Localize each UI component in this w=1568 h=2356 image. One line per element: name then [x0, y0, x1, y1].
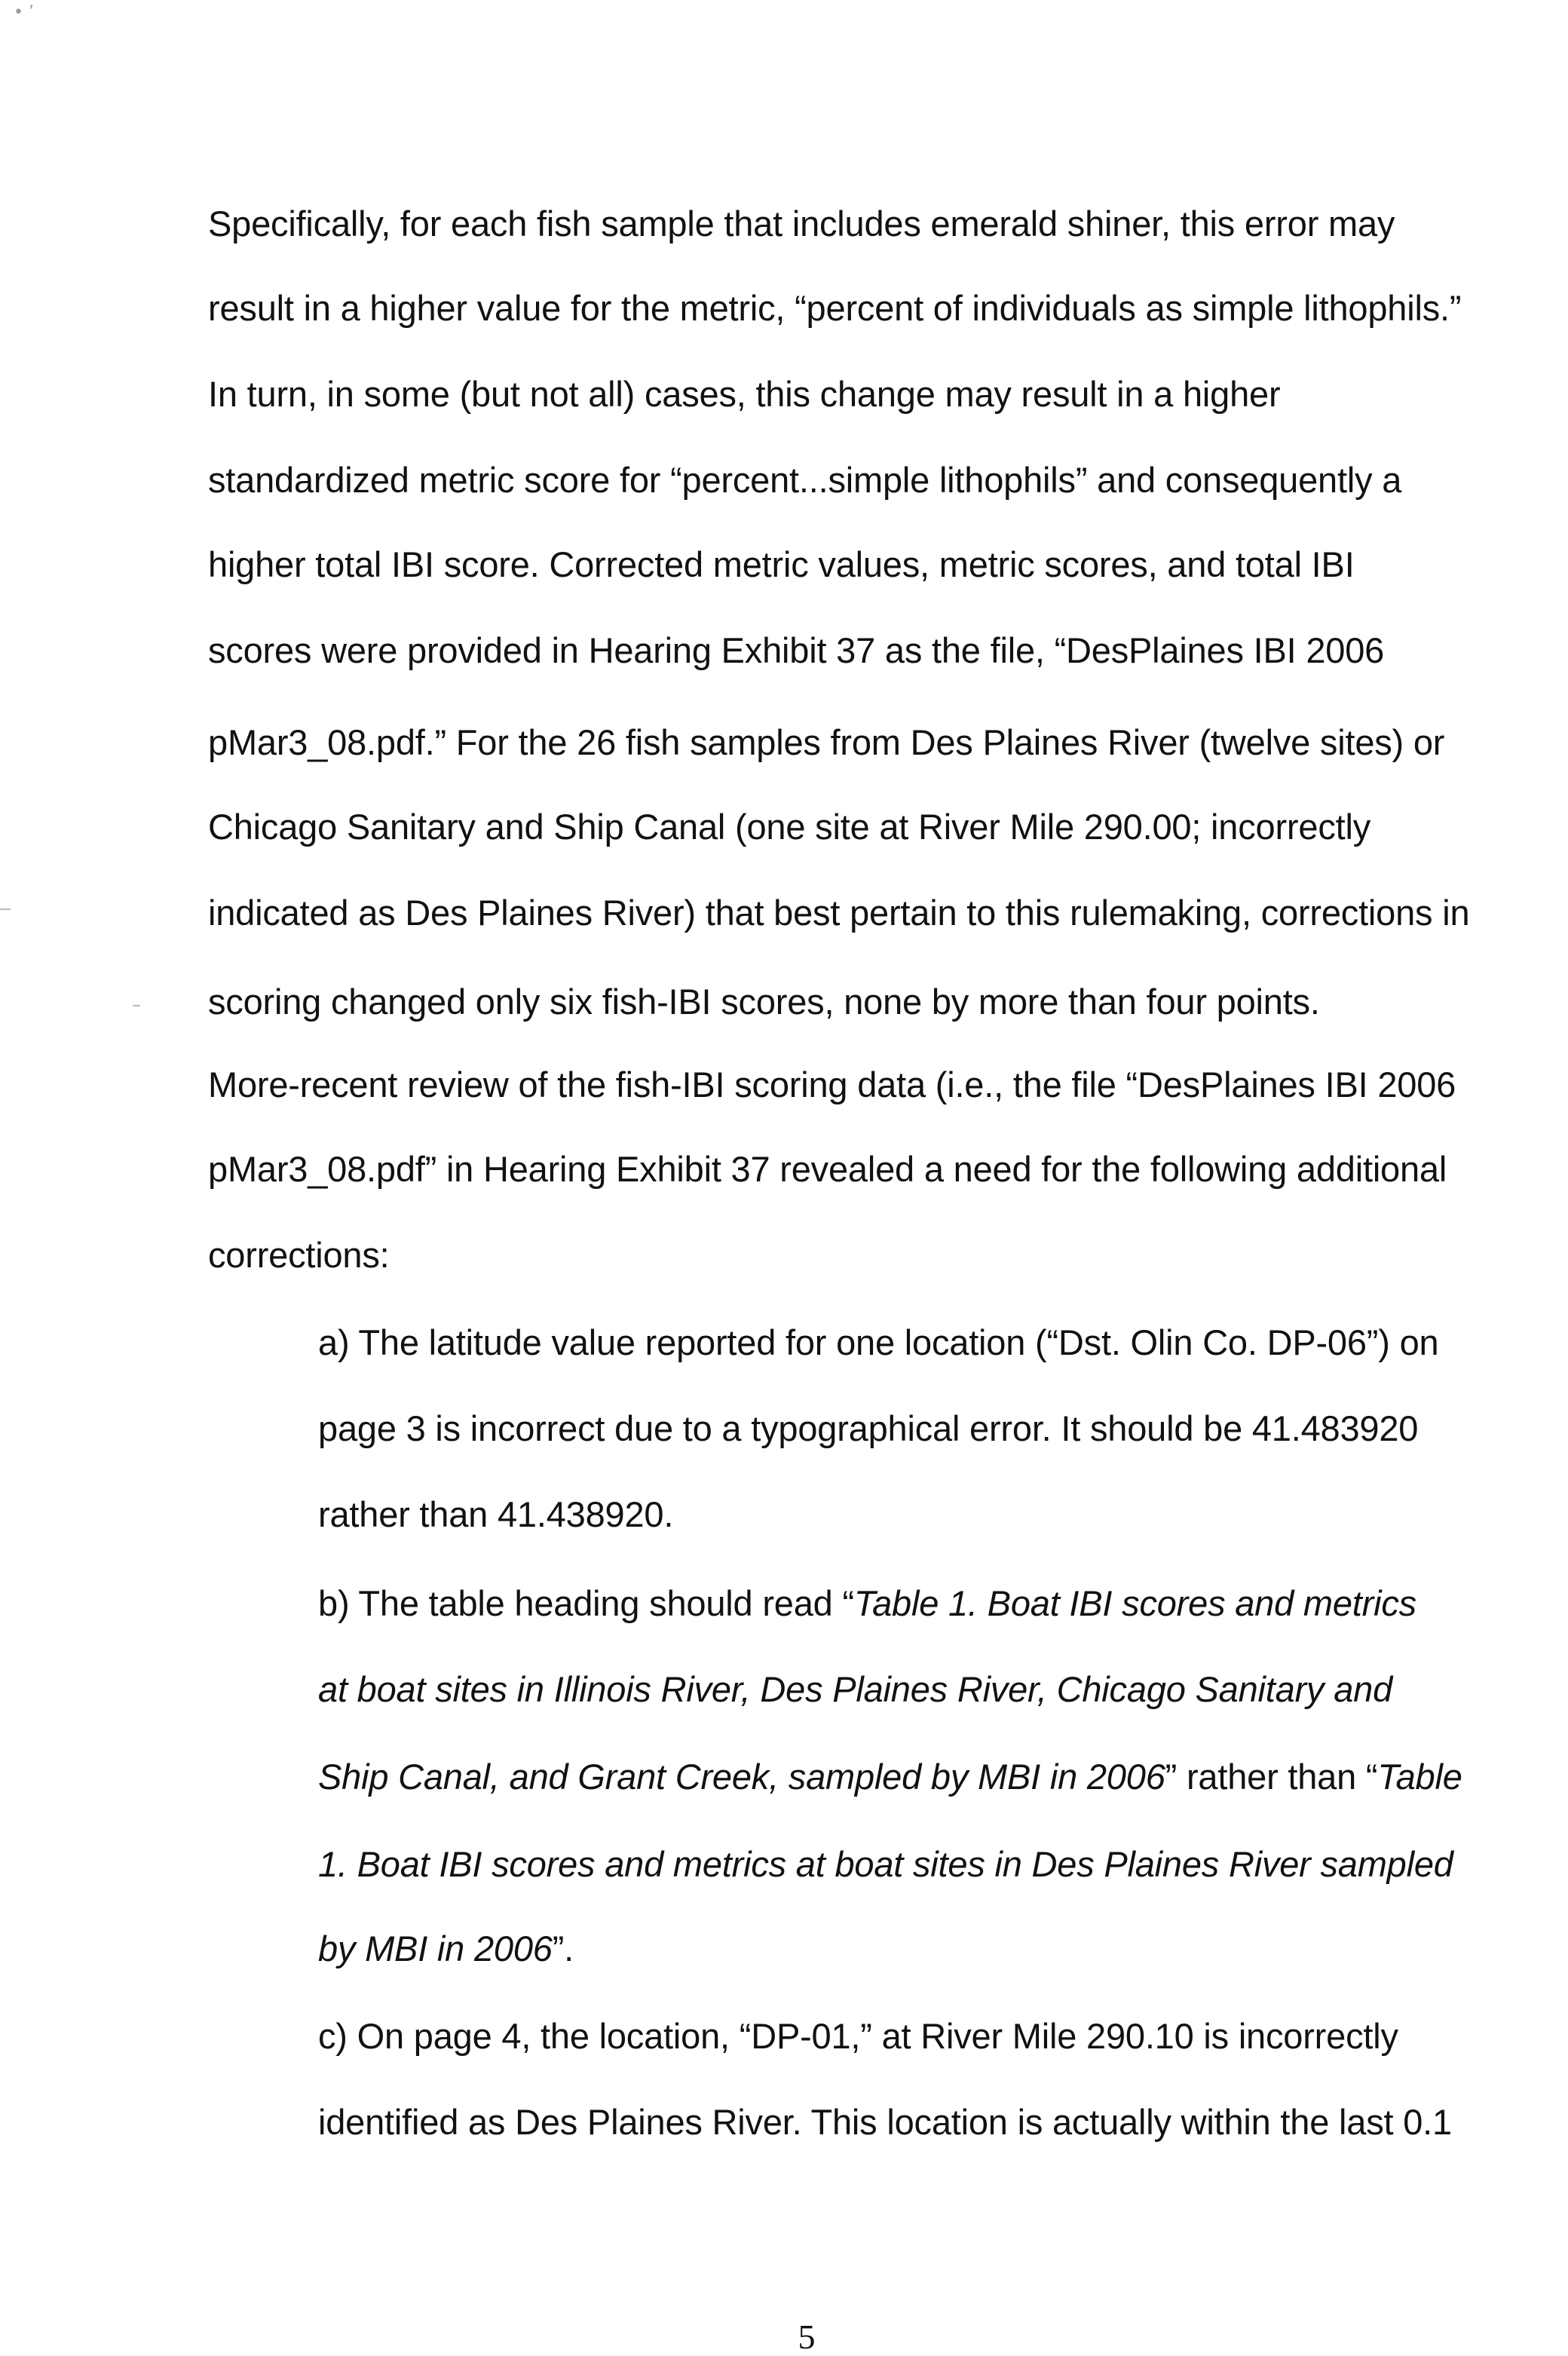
left-edge-mark: [133, 1005, 140, 1006]
text-line: higher total IBI score. Corrected metric values, metric scores, and total IBI: [208, 544, 1355, 584]
text-line: More-recent review of the fish-IBI scoring data (i.e., the file “DesPlaines IBI 2006: [208, 1065, 1456, 1104]
text-italic: Table: [1377, 1757, 1462, 1797]
text-italic: 1. Boat IBI scores and metrics at boat sites in Des Plaines River sampled: [318, 1844, 1453, 1884]
text-line: In turn, in some (but not all) cases, this change may result in a higher: [208, 374, 1281, 414]
text-line: scores were provided in Hearing Exhibit 37 as the file, “DesPlaines IBI 2006: [208, 630, 1385, 670]
text-line: page 3 is incorrect due to a typographical error. It should be 41.483920: [318, 1408, 1419, 1448]
text-line: pMar3_08.pdf” in Hearing Exhibit 37 revealed a need for the following additional: [208, 1149, 1447, 1189]
text-line: [318, 1668, 1392, 1711]
text-line: a) The latitude value reported for one location (“Dst. Olin Co. DP-06”) on: [318, 1322, 1439, 1362]
text-line: pMar3_08.pdf.” For the 26 fish samples from Des Plaines River (twelve sites) or: [208, 722, 1445, 762]
text-line: identified as Des Plaines River. This location is actually within the last 0.1: [318, 2102, 1452, 2142]
text-italic: Ship Canal, and Grant Creek, sampled by MBI in 2006: [318, 1757, 1165, 1797]
left-edge-mark: [0, 908, 11, 910]
text-line: [318, 1927, 574, 1971]
text-plain: ” rather than “: [1165, 1757, 1378, 1797]
text-line: Specifically, for each fish sample that includes emerald shiner, this error may: [208, 204, 1395, 244]
text-line: standardized metric score for “percent...simple lithophils” and consequently a: [208, 460, 1402, 500]
text-italic: at boat sites in Illinois River, Des Plaines River, Chicago Sanitary and: [318, 1669, 1393, 1709]
text-line: c) On page 4, the location, “DP-01,” at River Mile 290.10 is incorrectly: [318, 2016, 1398, 2056]
text-plain: b) The table heading should read “: [318, 1583, 854, 1623]
text-italic: by MBI in 2006: [318, 1929, 553, 1968]
text-italic: Table 1. Boat IBI scores and metrics: [853, 1583, 1416, 1623]
page-number: 5: [798, 2318, 816, 2356]
text-line: result in a higher value for the metric, “percent of individuals as simple lithophils.”: [208, 288, 1462, 328]
text-line: [318, 1843, 1453, 1886]
text-line: rather than 41.438920.: [318, 1494, 674, 1534]
text-line: [318, 1582, 1416, 1625]
text-line: [318, 1755, 1462, 1799]
text-plain: ”.: [552, 1929, 574, 1968]
text-line: Chicago Sanitary and Ship Canal (one site at River Mile 290.00; incorrectly: [208, 807, 1371, 847]
scan-mark: • ’: [14, 3, 34, 22]
text-line: indicated as Des Plaines River) that best pertain to this rulemaking, corrections in: [208, 893, 1470, 933]
text-line: corrections:: [208, 1235, 390, 1275]
text-line: scoring changed only six fish-IBI scores, none by more than four points.: [208, 982, 1320, 1022]
